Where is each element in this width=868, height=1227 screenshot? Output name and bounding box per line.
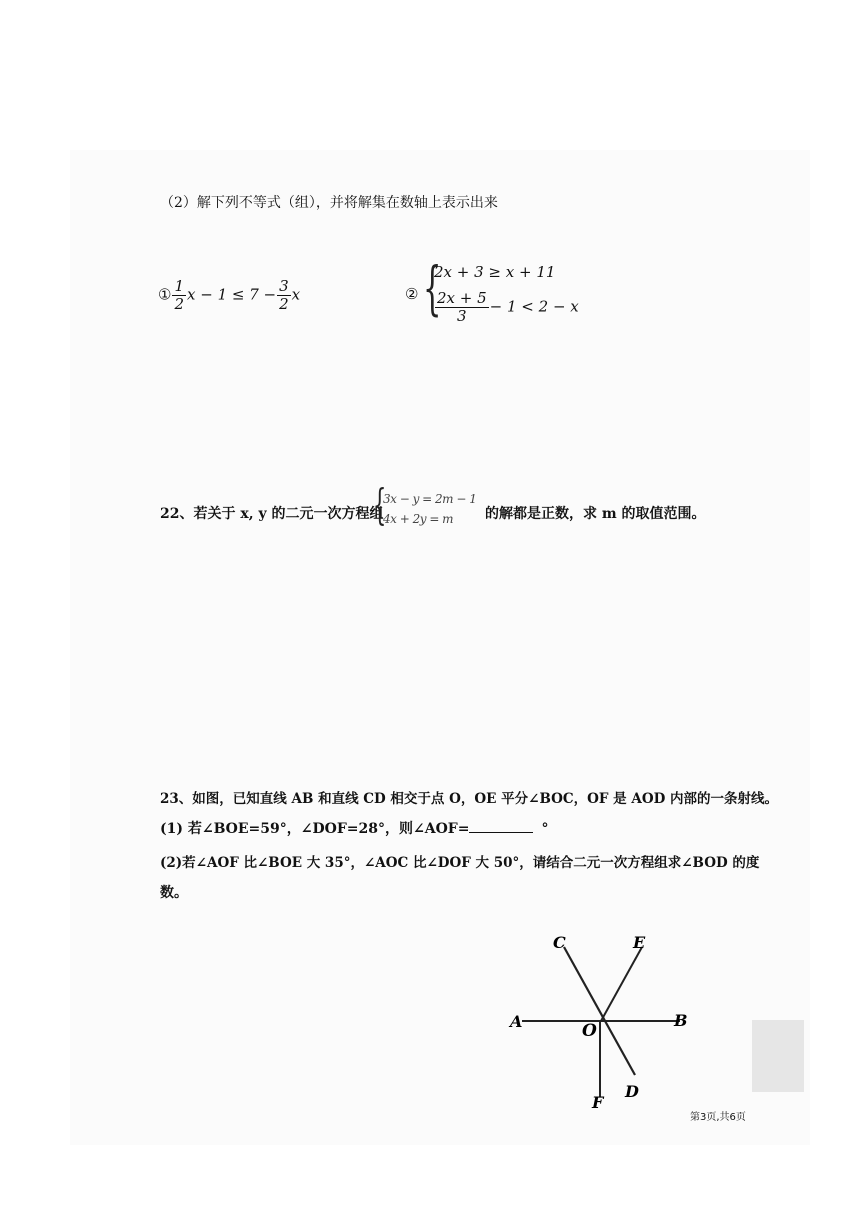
frac-denominator: 2: [279, 295, 289, 313]
q22-brace: {: [373, 480, 387, 529]
ineq2-line-1: 2x + 3 ≥ x + 11: [434, 263, 556, 281]
label-c: C: [553, 933, 566, 952]
label-a: A: [510, 1012, 523, 1031]
q23-stem: 23、如图，已知直线 AB 和直线 CD 相交于点 O，OE 平分∠BOC，OF 是 AOD 内部的一条射线。: [160, 791, 778, 807]
label-o: O: [582, 1021, 597, 1041]
label-e: E: [633, 933, 646, 952]
ineq1-fraction-1: [172, 278, 186, 313]
answer-blank[interactable]: [469, 822, 533, 833]
page-footer: 第3页,共6页: [690, 1112, 746, 1123]
label-b: B: [674, 1011, 688, 1030]
frac-numerator: 2x + 5: [437, 289, 487, 307]
frac-numerator: 3: [279, 277, 289, 295]
q22-equation-1: 3x − y = 2m − 1: [383, 492, 477, 506]
ineq2-line-2: [434, 290, 579, 325]
geometry-figure: [500, 925, 710, 1110]
ineq1-marker: ①: [158, 285, 172, 304]
label-f: F: [592, 1093, 604, 1110]
frac-denominator: 3: [457, 307, 467, 325]
ray-oe: [601, 947, 642, 1021]
q23-part2-line-2: 数。: [160, 885, 188, 901]
ineq2-fraction: [435, 290, 489, 325]
ineq1-tail: x: [291, 285, 301, 304]
ineq1-middle: x − 1 ≤ 7 −: [187, 285, 277, 304]
q23-part2-line-1: (2)若∠AOF 比∠BOE 大 35°，∠AOC 比∠DOF 大 50°，请结合二元一次方程组求∠BOD 的度: [160, 855, 760, 871]
part2-heading: （2）解下列不等式（组），并将解集在数轴上表示出来: [160, 195, 498, 211]
q22-prefix: 22、若关于 x, y 的二元一次方程组: [160, 506, 384, 522]
system-brace: {: [423, 254, 442, 322]
q22-equation-2: 4x + 2y = m: [383, 512, 454, 526]
q23-part1: [160, 818, 548, 838]
ineq2-marker: ②: [405, 285, 419, 303]
ineq2-tail: − 1 < 2 − x: [489, 297, 579, 316]
label-d: D: [625, 1082, 639, 1101]
frac-numerator: 1: [174, 277, 184, 295]
scan-artifact: [752, 1020, 804, 1092]
degree-symbol: °: [541, 821, 549, 837]
inequality-1: [158, 278, 300, 313]
ineq1-fraction-2: [277, 278, 291, 313]
q23-part1-text: (1) 若∠BOE=59°，∠DOF=28°，则∠AOF=: [160, 821, 470, 837]
q22-suffix: 的解都是正数，求 m 的取值范围。: [485, 506, 706, 522]
frac-denominator: 2: [174, 295, 184, 313]
